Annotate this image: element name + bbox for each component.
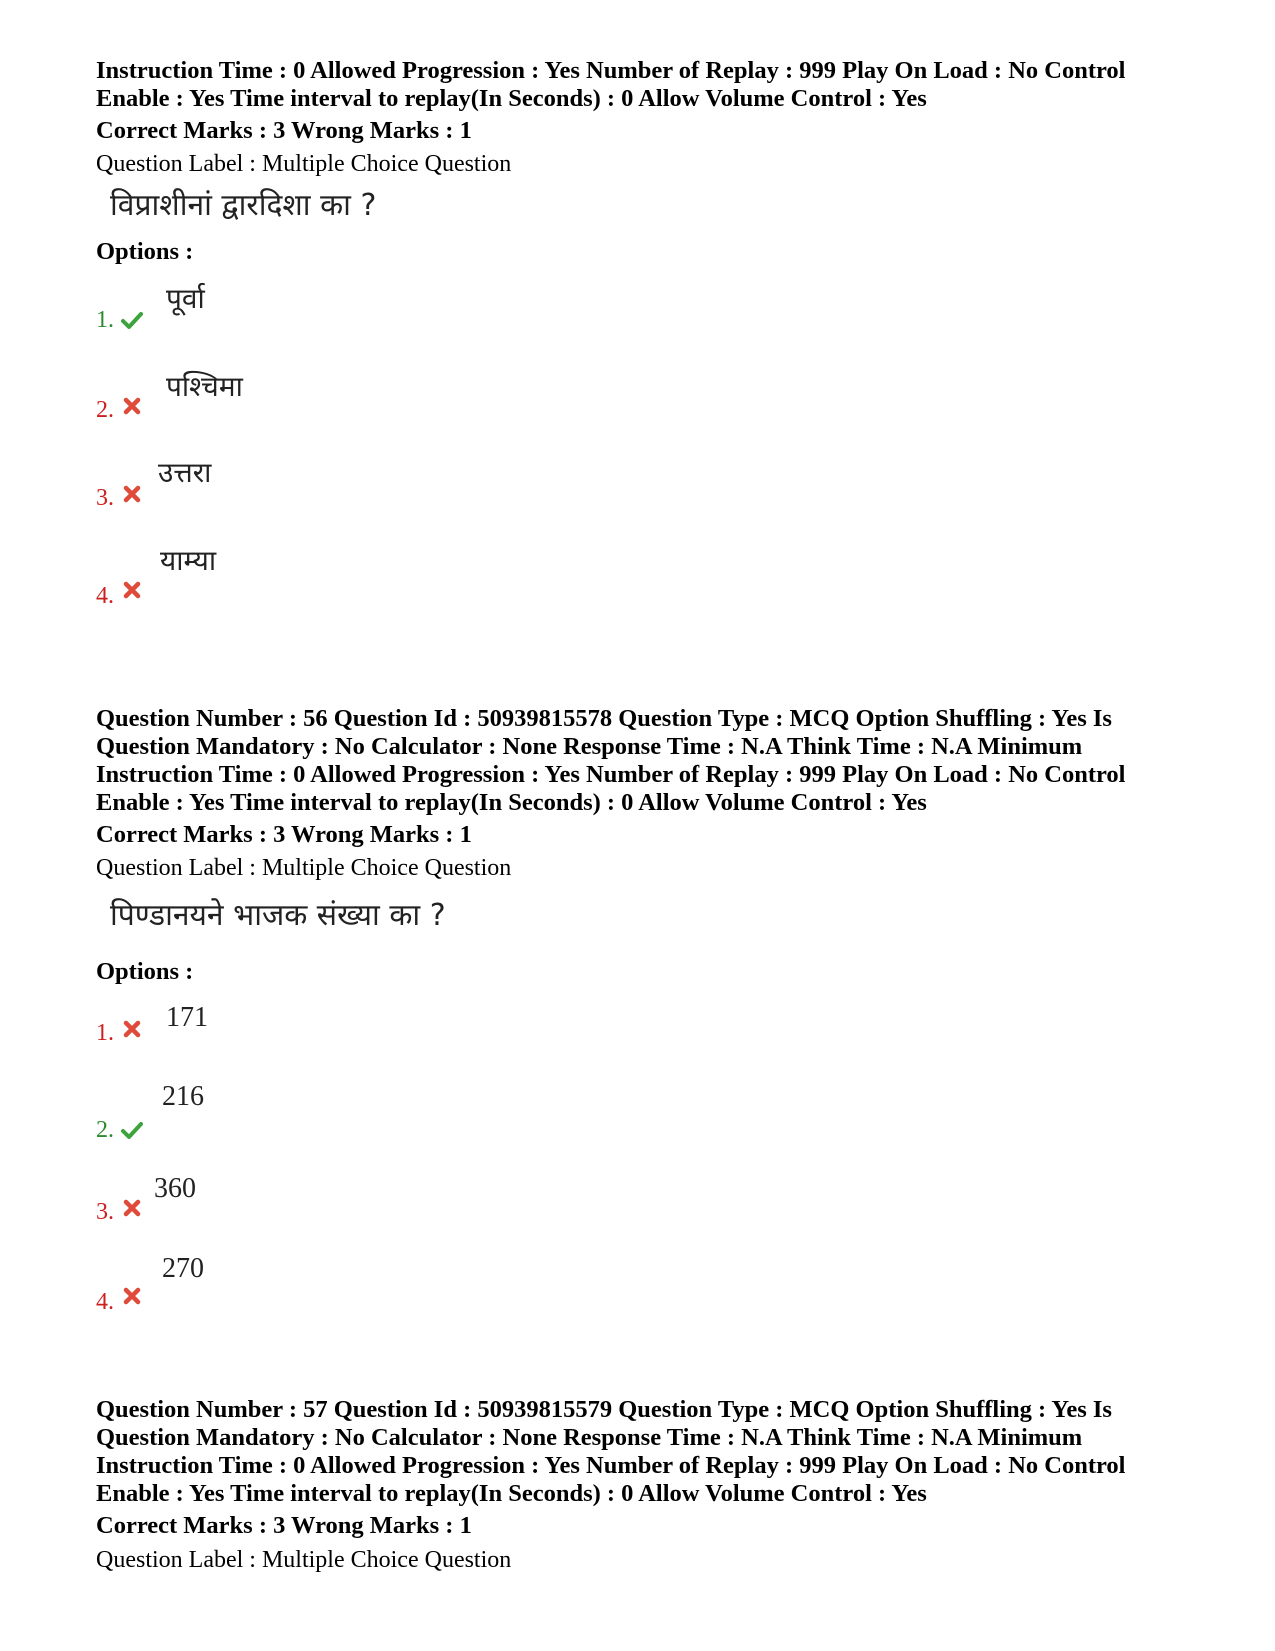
- option-text: 360: [154, 1173, 196, 1204]
- cross-icon: [120, 1284, 144, 1308]
- option-item[interactable]: [96, 370, 496, 424]
- option-number: 4.: [96, 583, 114, 609]
- check-icon: [120, 1118, 144, 1142]
- question-label: Question Label : Multiple Choice Question: [96, 1547, 512, 1573]
- question-metadata: [96, 705, 1186, 817]
- meta-line: Enable : Yes Time interval to replay(In Seconds) : 0 Allow Volume Control : Yes: [96, 1480, 927, 1507]
- cross-icon: [120, 578, 144, 602]
- option-text: पश्चिमा: [166, 370, 243, 403]
- question-text: पिण्डानयने भाजक संख्या का ?: [110, 898, 446, 933]
- meta-line: Instruction Time : 0 Allowed Progression : Yes Number of Replay : 999 Play On Load : No Control: [96, 1452, 1126, 1479]
- question-metadata: [96, 57, 1186, 113]
- question-text: विप्राशीनां द्वारदिशा का ?: [110, 188, 377, 223]
- option-item[interactable]: [96, 1173, 496, 1226]
- meta-line: Question Number : 57 Question Id : 50939815579 Question Type : MCQ Option Shuffling : Yes Is: [96, 1396, 1112, 1423]
- check-icon: [120, 308, 144, 332]
- option-text: पूर्वा: [166, 282, 205, 315]
- meta-line: Question Mandatory : No Calculator : None Response Time : N.A Think Time : N.A Minimum: [96, 733, 1083, 760]
- option-item[interactable]: [96, 1003, 496, 1047]
- option-number: 1.: [96, 307, 114, 333]
- option-text: याम्या: [160, 544, 217, 577]
- option-text: 216: [162, 1081, 204, 1112]
- cross-icon: [120, 482, 144, 506]
- option-item[interactable]: [96, 456, 496, 512]
- cross-icon: [120, 1196, 144, 1220]
- option-item[interactable]: [96, 1081, 496, 1144]
- marks-info: Correct Marks : 3 Wrong Marks : 1: [96, 821, 472, 848]
- cross-icon: [120, 394, 144, 418]
- options-title: Options :: [96, 238, 194, 265]
- option-text: उत्तरा: [158, 456, 212, 489]
- option-number: 4.: [96, 1289, 114, 1315]
- meta-line: Question Number : 56 Question Id : 50939815578 Question Type : MCQ Option Shuffling : Yes Is: [96, 705, 1112, 732]
- meta-line: Instruction Time : 0 Allowed Progression : Yes Number of Replay : 999 Play On Load : No Control: [96, 761, 1126, 788]
- option-number: 3.: [96, 1199, 114, 1225]
- option-text: 270: [162, 1253, 204, 1284]
- option-number: 2.: [96, 397, 114, 423]
- option-text: 171: [166, 1002, 208, 1033]
- meta-line: Enable : Yes Time interval to replay(In Seconds) : 0 Allow Volume Control : Yes: [96, 85, 927, 112]
- marks-info: Correct Marks : 3 Wrong Marks : 1: [96, 117, 472, 144]
- option-item[interactable]: [96, 1253, 496, 1316]
- option-number: 1.: [96, 1020, 114, 1046]
- meta-line: Enable : Yes Time interval to replay(In Seconds) : 0 Allow Volume Control : Yes: [96, 789, 927, 816]
- cross-icon: [120, 1017, 144, 1041]
- options-title: Options :: [96, 958, 194, 985]
- marks-info: Correct Marks : 3 Wrong Marks : 1: [96, 1512, 472, 1539]
- question-label: Question Label : Multiple Choice Question: [96, 855, 512, 881]
- question-metadata: [96, 1396, 1186, 1508]
- meta-line: Question Mandatory : No Calculator : None Response Time : N.A Think Time : N.A Minimum: [96, 1424, 1083, 1451]
- option-item[interactable]: [96, 544, 496, 610]
- option-item[interactable]: [96, 282, 496, 334]
- question-label: Question Label : Multiple Choice Question: [96, 151, 512, 177]
- meta-line: Instruction Time : 0 Allowed Progression : Yes Number of Replay : 999 Play On Load : No Control: [96, 57, 1126, 84]
- option-number: 3.: [96, 485, 114, 511]
- option-number: 2.: [96, 1117, 114, 1143]
